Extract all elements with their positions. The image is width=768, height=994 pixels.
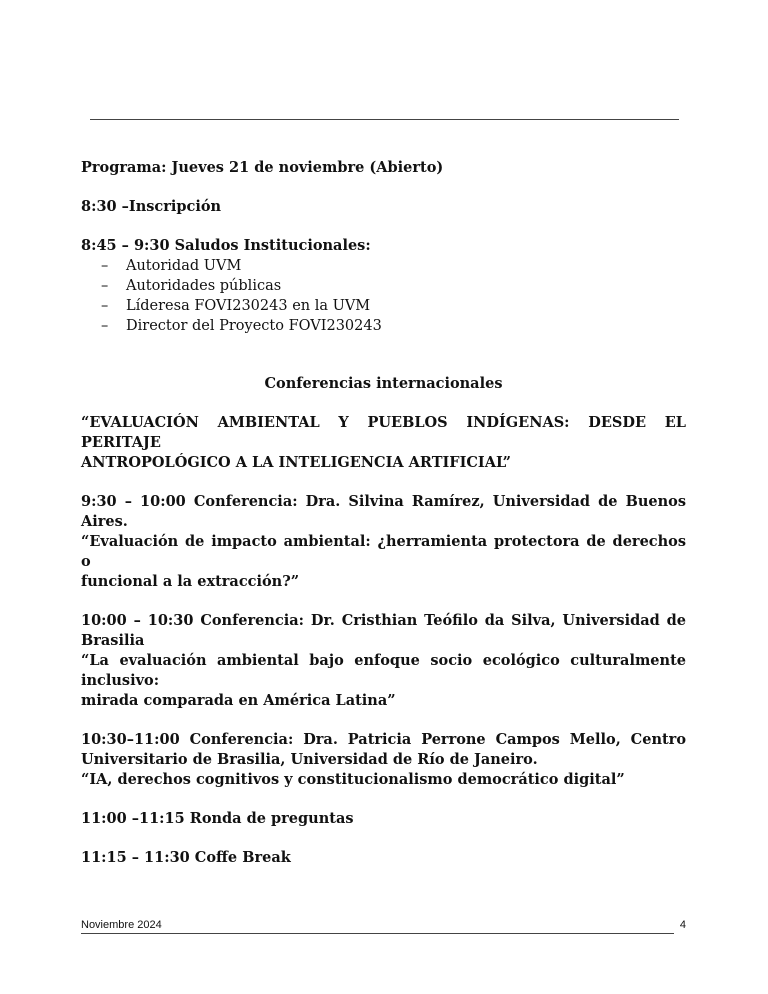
greetings-heading: 8:45 – 9:30 Saludos Institucionales: [81,237,371,254]
conference-2-line-1: 10:00 – 10:30 Conferencia: Dr. Cristhian Teófilo da Silva, Universidad de Brasilia [81,612,686,649]
dash-bullet: – [101,258,109,274]
coffee-break-item: 11:15 – 11:30 Coffe Break [81,849,291,866]
list-item: – Líderesa FOVI230243 en la UVM [101,298,371,314]
footer-date: Noviembre 2024 [81,919,162,931]
page-number: 4 [679,919,686,931]
conference-1-line-1: 9:30 – 10:00 Conferencia: Dra. Silvina Ramírez, Universidad de Buenos Aires. [81,493,686,530]
dash-bullet: – [101,298,109,314]
list-item: – Autoridades públicas [101,278,282,294]
conference-2-line-2: “La evaluación ambiental bajo enfoque socio ecológico culturalmente inclusivo: [81,652,686,689]
conference-1-line-3: funcional a la extracción?” [81,573,300,590]
conference-2-line-3: mirada comparada en América Latina” [81,692,396,709]
event-title-line-1: “EVALUACIÓN AMBIENTAL Y PUEBLOS INDÍGENAS: DESDE EL PERITAJE [81,414,686,451]
greetings-list [81,256,686,336]
section-title: Conferencias internacionales [264,375,503,392]
conference-3-line-2: Universitario de Brasilia, Universidad de Río de Janeiro. [81,751,538,768]
conference-3-line-1: 10:30–11:00 Conferencia: Dra. Patricia Perrone Campos Mello, Centro [81,731,686,748]
page-content [81,158,686,868]
page-footer [81,919,686,931]
conference-3-line-3: “IA, derechos cognitivos y constitucionalismo democrático digital” [81,771,625,788]
registration-item: 8:30 –Inscripción [81,198,222,215]
dash-bullet: – [101,318,109,334]
conference-1-line-2: “Evaluación de impacto ambiental: ¿herramienta protectora de derechos o [81,533,686,570]
footer-rule [81,933,674,934]
dash-bullet: – [101,278,109,294]
list-item: – Autoridad UVM [101,258,242,274]
header-rule [90,119,679,120]
list-item: – Director del Proyecto FOVI230243 [101,318,382,334]
event-title-line-2: ANTROPOLÓGICO A LA INTELIGENCIA ARTIFICIAL” [81,454,512,471]
questions-item: 11:00 –11:15 Ronda de preguntas [81,810,354,827]
program-heading: Programa: Jueves 21 de noviembre (Abierto) [81,159,444,176]
